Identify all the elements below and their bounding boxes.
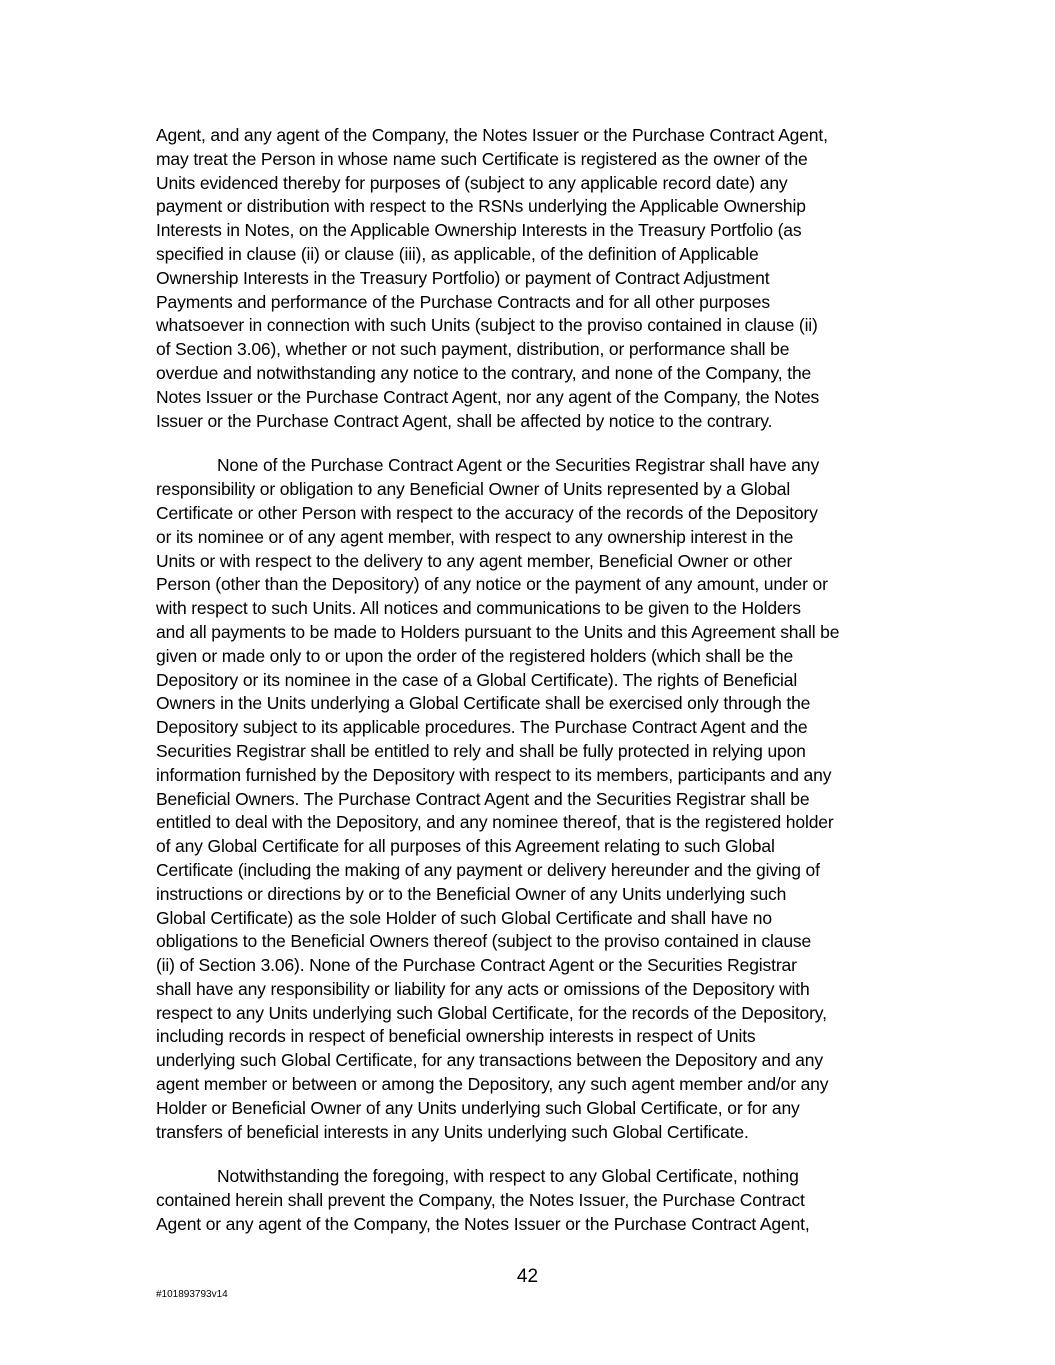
text-line: specified in clause (ii) or clause (iii), as applicable, of the definition of Applicable — [156, 243, 759, 264]
text-line: Payments and performance of the Purchase Contracts and for all other purposes — [156, 291, 770, 312]
text-line: Global Certificate) as the sole Holder of such Global Certificate and shall have no — [156, 907, 772, 928]
text-line: Depository subject to its applicable procedures. The Purchase Contract Agent and the — [156, 717, 808, 738]
text-line: Agent or any agent of the Company, the Notes Issuer or the Purchase Contract Agent, — [156, 1214, 810, 1235]
text-line: Units or with respect to the delivery to any agent member, Beneficial Owner or other — [156, 550, 793, 571]
text-line: Beneficial Owners. The Purchase Contract Agent and the Securities Registrar shall be — [156, 788, 810, 809]
text-line: may treat the Person in whose name such Certificate is registered as the owner of the — [156, 148, 808, 169]
text-line: with respect to such Units. All notices and communications to be given to the Holders — [156, 598, 801, 619]
text-line: Securities Registrar shall be entitled to rely and shall be fully protected in relying upon — [156, 740, 806, 761]
text-line: entitled to deal with the Depository, and any nominee thereof, that is the registered holder — [156, 812, 834, 833]
text-line: and all payments to be made to Holders pursuant to the Units and this Agreement shall be — [156, 621, 840, 642]
text-line: of Section 3.06), whether or not such payment, distribution, or performance shall be — [156, 339, 790, 360]
text-line: whatsoever in connection with such Units (subject to the proviso contained in clause (ii) — [156, 315, 818, 336]
text-line: underlying such Global Certificate, for any transactions between the Depository and any — [156, 1050, 823, 1071]
text-line: transfers of beneficial interests in any Units underlying such Global Certificate. — [156, 1121, 749, 1142]
text-line: including records in respect of beneficial ownership interests in respect of Units — [156, 1026, 756, 1047]
text-line: or its nominee or of any agent member, with respect to any ownership interest in the — [156, 526, 794, 547]
paragraph — [156, 1165, 899, 1236]
text-line: None of the Purchase Contract Agent or the Securities Registrar shall have any — [217, 455, 820, 476]
text-line: agent member or between or among the Depository, any such agent member and/or any — [156, 1074, 829, 1095]
text-line: Ownership Interests in the Treasury Portfolio) or payment of Contract Adjustment — [156, 267, 770, 288]
text-line: Interests in Notes, on the Applicable Ownership Interests in the Treasury Portfolio (as — [156, 220, 802, 241]
text-line: payment or distribution with respect to the RSNs underlying the Applicable Ownership — [156, 196, 806, 217]
text-line: Certificate or other Person with respect to the accuracy of the records of the Depository — [156, 502, 818, 523]
text-line: Units evidenced thereby for purposes of (subject to any applicable record date) any — [156, 172, 788, 193]
text-line: information furnished by the Depository with respect to its members, participants and any — [156, 764, 832, 785]
page-number: 42 — [516, 1266, 539, 1287]
text-line: Certificate (including the making of any payment or delivery hereunder and the giving of — [156, 859, 820, 880]
text-line: Holder or Beneficial Owner of any Units underlying such Global Certificate, or for any — [156, 1097, 800, 1118]
text-line: of any Global Certificate for all purposes of this Agreement relating to such Global — [156, 836, 775, 857]
text-line: overdue and notwithstanding any notice to the contrary, and none of the Company, the — [156, 362, 812, 383]
text-line: instructions or directions by or to the Beneficial Owner of any Units underlying such — [156, 883, 787, 904]
text-line: responsibility or obligation to any Beneficial Owner of Units represented by a Global — [156, 479, 791, 500]
body-text — [156, 124, 899, 1237]
paragraph — [156, 124, 899, 433]
text-line: Owners in the Units underlying a Global Certificate shall be exercised only through the — [156, 693, 811, 714]
text-line: obligations to the Beneficial Owners thereof (subject to the proviso contained in clause — [156, 931, 812, 952]
paragraph — [156, 454, 899, 1144]
text-line: given or made only to or upon the order of the registered holders (which shall be the — [156, 645, 794, 666]
text-line: shall have any responsibility or liability for any acts or omissions of the Depository with — [156, 978, 810, 999]
text-line: Depository or its nominee in the case of a Global Certificate). The rights of Beneficial — [156, 669, 798, 690]
document-id: #101893793v14 — [156, 1289, 228, 1300]
text-line: Agent, and any agent of the Company, the Notes Issuer or the Purchase Contract Agent, — [156, 125, 828, 145]
text-line: respect to any Units underlying such Global Certificate, for the records of the Depository, — [156, 1002, 827, 1023]
text-line: Notes Issuer or the Purchase Contract Agent, nor any agent of the Company, the Notes — [156, 386, 820, 407]
text-line: contained herein shall prevent the Company, the Notes Issuer, the Purchase Contract — [156, 1190, 805, 1211]
text-line: Person (other than the Depository) of any notice or the payment of any amount, under or — [156, 574, 828, 595]
text-line: Notwithstanding the foregoing, with respect to any Global Certificate, nothing — [217, 1166, 799, 1187]
text-line: Issuer or the Purchase Contract Agent, shall be affected by notice to the contrary. — [156, 410, 773, 431]
text-line: (ii) of Section 3.06). None of the Purchase Contract Agent or the Securities Registrar — [156, 955, 797, 976]
